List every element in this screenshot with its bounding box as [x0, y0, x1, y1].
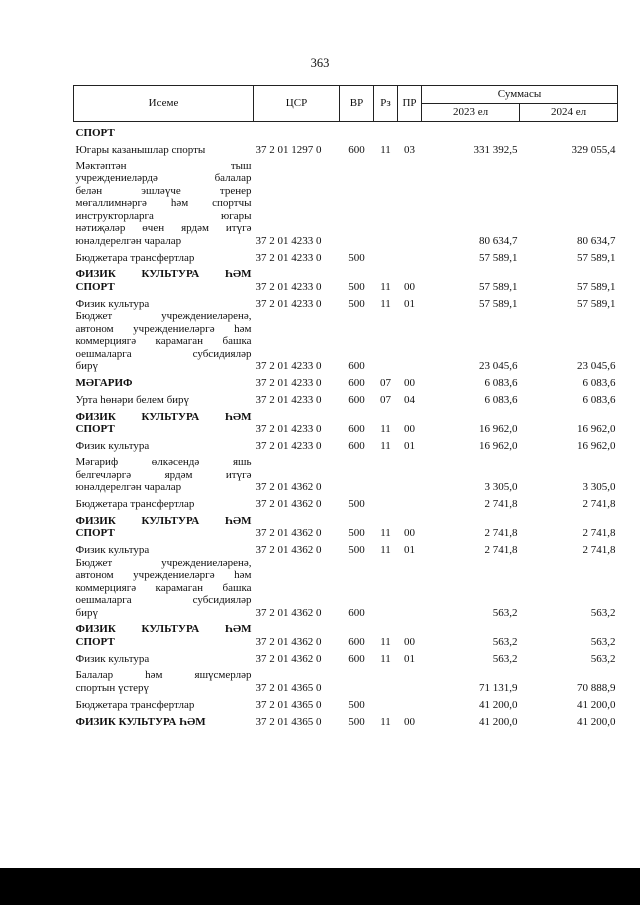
row-name — [74, 264, 254, 293]
row-rz: 11 — [380, 715, 391, 728]
row-sum-2024: 16 962,0 — [577, 440, 616, 452]
row-name-line: Бюджет учреждениеләренә, — [75, 310, 252, 322]
row-name-line: Физик культура — [75, 297, 150, 310]
header-rz: Рз — [374, 86, 398, 122]
row-csr: 37 2 01 4233 0 — [255, 394, 322, 406]
row-name-line: белән эшләүче тренер — [75, 184, 252, 197]
row-csr: 37 2 01 4362 0 — [255, 481, 322, 493]
row-vr — [340, 453, 374, 494]
row-csr: 37 2 01 4365 0 — [255, 715, 322, 728]
row-pr — [398, 247, 422, 264]
row-sum-2024: 41 200,0 — [577, 715, 616, 728]
row-csr: 37 2 01 4233 0 — [255, 360, 322, 372]
table-row — [74, 407, 618, 436]
row-sum-2023: 80 634,7 — [479, 234, 518, 247]
row-name-line: Югары казанышлар спорты — [75, 143, 206, 156]
row-sum-2023: 2 741,8 — [484, 498, 518, 510]
row-sum-2024: 2 741,8 — [582, 498, 616, 510]
row-vr: 500 — [348, 698, 365, 711]
row-sum-2024: 2 741,8 — [582, 527, 616, 539]
row-name-line: ФИЗИК КУЛЬТУРА ҺӘМ — [75, 514, 252, 527]
row-sum-2024: 23 045,6 — [577, 360, 616, 372]
row-vr: 600 — [348, 440, 365, 452]
row-rz: 11 — [380, 652, 391, 665]
row-name-line: МӘГАРИФ — [75, 377, 133, 389]
row-sum-2024 — [520, 122, 618, 140]
row-rz — [374, 247, 398, 264]
row-sum-2023 — [422, 122, 520, 140]
row-sum-2023: 57 589,1 — [479, 280, 518, 293]
table-row — [74, 540, 618, 557]
table-row — [74, 511, 618, 540]
row-name-line: нәтиҗәләр өчен ярдәм итүгә — [75, 222, 252, 234]
row-name-line: юнәлдерелгән чаралар — [75, 481, 182, 493]
row-name-line: Бюджетара трансфертлар — [75, 498, 195, 510]
row-sum-2024: 563,2 — [590, 635, 616, 648]
row-name — [74, 648, 254, 665]
row-name-line: коммерциягә карамаган башка — [75, 581, 252, 594]
header-name: Исеме — [74, 86, 254, 122]
table-row — [74, 453, 618, 494]
row-sum-2023: 57 589,1 — [479, 297, 518, 310]
row-sum-2023: 563,2 — [492, 652, 518, 665]
row-sum-2024: 41 200,0 — [577, 698, 616, 711]
row-name — [74, 694, 254, 711]
row-sum-2023: 71 131,9 — [479, 681, 518, 694]
table-row — [74, 122, 618, 140]
row-vr: 600 — [348, 606, 365, 619]
table-row — [74, 156, 618, 247]
row-sum-2023: 16 962,0 — [479, 423, 518, 435]
row-rz — [374, 310, 398, 373]
row-sum-2024: 563,2 — [590, 606, 616, 619]
row-vr: 600 — [348, 377, 365, 389]
row-name — [74, 390, 254, 407]
row-name-line: спортын үстерү — [75, 681, 150, 694]
row-name — [74, 711, 254, 728]
row-csr: 37 2 01 4362 0 — [255, 606, 322, 619]
table-row — [74, 694, 618, 711]
row-vr — [340, 122, 374, 140]
row-pr: 00 — [404, 280, 415, 293]
table-row — [74, 648, 618, 665]
row-pr — [398, 694, 422, 711]
row-vr: 500 — [348, 498, 365, 510]
row-pr: 00 — [404, 377, 415, 389]
row-name — [74, 619, 254, 648]
row-sum-2024: 2 741,8 — [582, 544, 616, 556]
row-sum-2024: 6 083,6 — [582, 377, 616, 389]
row-pr — [398, 494, 422, 511]
row-vr: 600 — [348, 143, 365, 156]
row-name — [74, 122, 254, 140]
row-sum-2023: 331 392,5 — [473, 143, 518, 156]
row-sum-2023: 57 589,1 — [479, 251, 518, 264]
row-csr: 37 2 01 4365 0 — [255, 698, 322, 711]
row-pr: 01 — [404, 544, 415, 556]
row-rz: 11 — [380, 280, 391, 293]
row-name-line: СПОРТ — [75, 527, 115, 539]
row-name-line: Физик культура — [75, 652, 150, 665]
header-year-2024: 2024 ел — [520, 104, 618, 122]
table-row — [74, 390, 618, 407]
row-sum-2024: 563,2 — [590, 652, 616, 665]
row-csr: 37 2 01 4362 0 — [255, 652, 322, 665]
row-sum-2024: 80 634,7 — [577, 234, 616, 247]
row-name — [74, 540, 254, 557]
row-name — [74, 511, 254, 540]
row-sum-2024: 57 589,1 — [577, 297, 616, 310]
budget-table — [73, 85, 618, 728]
row-csr: 37 2 01 4362 0 — [255, 498, 322, 510]
row-sum-2023: 3 305,0 — [484, 481, 518, 493]
row-name-line: бирү — [75, 606, 98, 619]
row-name-line: Мәктәптән тыш — [75, 159, 252, 172]
row-name-line: коммерциягә карамаган башка — [75, 335, 252, 347]
row-csr: 37 2 01 4233 0 — [255, 423, 322, 435]
row-vr: 500 — [348, 527, 365, 539]
row-csr: 37 2 01 4233 0 — [255, 297, 322, 310]
page-number: 363 — [310, 56, 330, 70]
row-sum-2024: 16 962,0 — [577, 423, 616, 435]
row-csr: 37 2 01 4233 0 — [255, 280, 322, 293]
row-csr: 37 2 01 4365 0 — [255, 681, 322, 694]
row-name — [74, 436, 254, 453]
row-vr: 500 — [348, 544, 365, 556]
row-sum-2024: 6 083,6 — [582, 394, 616, 406]
row-sum-2024: 57 589,1 — [577, 280, 616, 293]
row-name — [74, 557, 254, 620]
row-name-line: СПОРТ — [75, 126, 115, 139]
row-csr: 37 2 01 4362 0 — [255, 635, 322, 648]
row-vr — [340, 665, 374, 694]
row-rz: 11 — [380, 440, 391, 452]
row-csr: 37 2 01 4233 0 — [255, 440, 322, 452]
row-vr: 600 — [348, 360, 365, 372]
row-name — [74, 156, 254, 247]
row-rz — [374, 453, 398, 494]
row-name-line: Урта һөнәри белем бирү — [75, 394, 190, 406]
row-vr — [340, 156, 374, 247]
row-rz: 11 — [380, 635, 391, 648]
row-rz — [374, 665, 398, 694]
row-rz — [374, 494, 398, 511]
row-name — [74, 665, 254, 694]
row-pr: 00 — [404, 635, 415, 648]
header-pr: ПР — [398, 86, 422, 122]
row-pr — [398, 453, 422, 494]
row-rz: 07 — [380, 394, 391, 406]
row-sum-2023: 563,2 — [492, 606, 518, 619]
table-row — [74, 665, 618, 694]
header-csr: ЦСР — [254, 86, 340, 122]
row-rz — [374, 156, 398, 247]
row-sum-2023: 2 741,8 — [484, 544, 518, 556]
row-csr: 37 2 01 4362 0 — [255, 544, 322, 556]
row-pr: 01 — [404, 440, 415, 452]
row-vr: 600 — [348, 652, 365, 665]
table-header — [74, 86, 618, 122]
row-vr: 500 — [348, 280, 365, 293]
table-row — [74, 293, 618, 310]
row-name-line: Бюджетара трансфертлар — [75, 698, 195, 711]
row-vr: 500 — [348, 251, 365, 264]
row-pr — [398, 665, 422, 694]
row-rz: 11 — [380, 297, 391, 310]
row-name-line: ФИЗИК КУЛЬТУРА ҺӘМ — [75, 715, 206, 728]
row-sum-2024: 3 305,0 — [582, 481, 616, 493]
table-row — [74, 494, 618, 511]
row-name-line: белгечләргә ярдәм итүгә — [75, 468, 252, 481]
table-row — [74, 619, 618, 648]
row-name-line: автоном учреждениеләргә һәм — [75, 322, 252, 335]
row-rz: 07 — [380, 377, 391, 389]
row-name — [74, 453, 254, 494]
row-sum-2023: 2 741,8 — [484, 527, 518, 539]
row-pr: 01 — [404, 652, 415, 665]
row-name-line: СПОРТ — [75, 423, 115, 435]
row-rz: 11 — [380, 423, 391, 435]
row-rz — [374, 557, 398, 620]
row-pr — [398, 557, 422, 620]
header-vr: ВР — [340, 86, 374, 122]
row-sum-2023: 16 962,0 — [479, 440, 518, 452]
row-name-line: Мәгариф өлкәсендә яшь — [75, 456, 252, 468]
header-year-2023: 2023 ел — [422, 104, 520, 122]
row-name — [74, 139, 254, 156]
row-rz — [374, 694, 398, 711]
row-name-line: ФИЗИК КУЛЬТУРА ҺӘМ — [75, 410, 252, 423]
row-name — [74, 407, 254, 436]
table-row — [74, 557, 618, 620]
row-vr: 500 — [348, 715, 365, 728]
row-pr: 00 — [404, 527, 415, 539]
row-name-line: ФИЗИК КУЛЬТУРА ҺӘМ — [75, 623, 252, 635]
row-name-line: Балалар һәм яшүсмерләр — [75, 669, 252, 681]
row-pr: 00 — [404, 423, 415, 435]
row-sum-2024: 329 055,4 — [571, 143, 616, 156]
row-vr: 600 — [348, 394, 365, 406]
row-pr — [398, 310, 422, 373]
row-sum-2024: 70 888,9 — [577, 681, 616, 694]
row-name-line: Бюджетара трансфертлар — [75, 251, 195, 264]
table-row — [74, 247, 618, 264]
row-name-line: автоном учреждениеләргә һәм — [75, 569, 252, 581]
row-name — [74, 247, 254, 264]
row-name-line: мөгаллимнәргә һәм спортчы — [75, 197, 252, 209]
row-sum-2023: 23 045,6 — [479, 360, 518, 372]
row-name — [74, 310, 254, 373]
row-name-line: Бюджет учреждениеләренә, — [75, 556, 252, 569]
row-sum-2024: 57 589,1 — [577, 251, 616, 264]
row-name-line: инструкторларга югары — [75, 209, 252, 222]
row-name-line: юнәлдерелгән чаралар — [75, 234, 182, 247]
row-name — [74, 293, 254, 310]
table-row — [74, 711, 618, 728]
table-row — [74, 264, 618, 293]
row-name-line: оешмаларга субсидияләр — [75, 594, 252, 606]
row-pr: 03 — [404, 143, 415, 156]
row-pr: 04 — [404, 394, 415, 406]
row-name-line: учреждениеләрдә балалар — [75, 172, 252, 184]
row-name — [74, 373, 254, 390]
row-csr: 37 2 01 4233 0 — [255, 251, 322, 264]
row-sum-2023: 41 200,0 — [479, 715, 518, 728]
table-body — [74, 122, 618, 729]
table-row — [74, 436, 618, 453]
row-csr — [254, 122, 340, 140]
row-csr: 37 2 01 4233 0 — [255, 377, 322, 389]
row-name-line: Физик культура — [75, 440, 150, 452]
row-name-line: СПОРТ — [75, 635, 115, 648]
row-csr: 37 2 01 1297 0 — [255, 143, 322, 156]
row-vr: 500 — [348, 297, 365, 310]
header-sums: Суммасы — [422, 86, 618, 104]
row-sum-2023: 563,2 — [492, 635, 518, 648]
row-name-line: оешмаларга субсидияләр — [75, 347, 252, 360]
row-rz: 11 — [380, 143, 391, 156]
row-pr: 00 — [404, 715, 415, 728]
row-pr — [398, 156, 422, 247]
row-sum-2023: 6 083,6 — [484, 377, 518, 389]
row-name-line: СПОРТ — [75, 280, 115, 293]
row-rz — [374, 122, 398, 140]
row-rz: 11 — [380, 527, 391, 539]
row-csr: 37 2 01 4233 0 — [255, 234, 322, 247]
row-name-line: ФИЗИК КУЛЬТУРА ҺӘМ — [75, 268, 252, 280]
row-name-line: Физик культура — [75, 544, 150, 556]
row-name — [74, 494, 254, 511]
table-row — [74, 373, 618, 390]
row-sum-2023: 41 200,0 — [479, 698, 518, 711]
row-name-line: бирү — [75, 360, 98, 372]
row-sum-2023: 6 083,6 — [484, 394, 518, 406]
row-pr — [398, 122, 422, 140]
row-rz: 11 — [380, 544, 391, 556]
scan-edge-strip — [0, 868, 640, 905]
table-row — [74, 139, 618, 156]
table-row — [74, 310, 618, 373]
row-vr: 600 — [348, 423, 365, 435]
row-pr: 01 — [404, 297, 415, 310]
row-csr: 37 2 01 4362 0 — [255, 527, 322, 539]
row-vr: 600 — [348, 635, 365, 648]
